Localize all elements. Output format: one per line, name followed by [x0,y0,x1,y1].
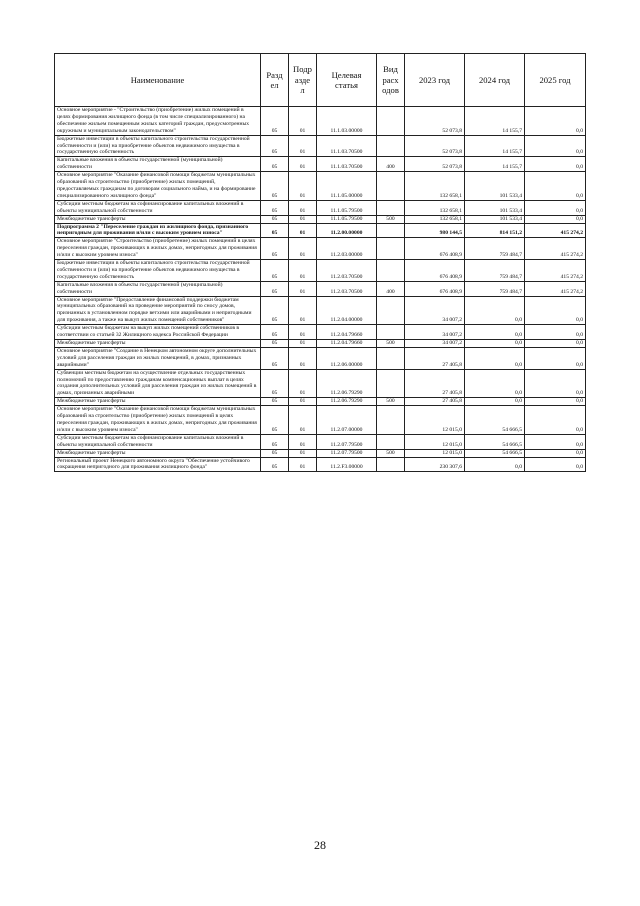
type-cell [377,296,405,325]
amount-2024-cell: 759 484,7 [465,281,525,296]
table-row [55,296,586,325]
type-cell [377,200,405,215]
table-row [55,340,586,348]
type-cell [377,260,405,282]
amount-2024-cell: 759 484,7 [465,260,525,282]
target-cell: 11.2.03.00000 [317,238,377,260]
type-cell [377,325,405,340]
amount-2025-cell: 0,0 [525,434,586,449]
podrazdel-cell: 01 [289,369,317,398]
name-cell: Бюджетные инвестиции в объекты капитального строительства государственной собственности и (или) на приобретение объектов недвижимого имущества в государственную собственность [55,260,261,282]
amount-2023-cell: 12 015,0 [405,449,465,457]
amount-2024-cell: 0,0 [465,398,525,406]
podrazdel-cell: 01 [289,406,317,435]
name-cell: Межбюджетные трансферты [55,398,261,406]
table-header-row [55,54,586,107]
name-cell: Основное мероприятие "Строительство (приобретение) жилых помещений в целях переселения граждан, проживающих в жилых домах, непригодных для проживания и/или с высоким уровнем износа" [55,238,261,260]
table-row [55,157,586,172]
amount-2024-cell: 14 155,7 [465,135,525,157]
podrazdel-cell: 01 [289,347,317,369]
amount-2025-cell: 415 274,2 [525,260,586,282]
razdel-cell: 05 [261,449,289,457]
table-row [55,449,586,457]
amount-2024-cell: 54 666,5 [465,449,525,457]
amount-2024-cell: 0,0 [465,457,525,472]
podrazdel-cell: 01 [289,200,317,215]
type-cell [377,223,405,238]
razdel-cell: 05 [261,325,289,340]
name-cell: Субсидии местным бюджетам на софинансирование капитальных вложений в объекты муниципальной собственности [55,200,261,215]
header-2025: 2025 год [525,54,586,107]
name-cell: Региональный проект Ненецкого автономного округа "Обеспечение устойчивого сокращения непригодного для проживания жилищного фонда" [55,457,261,472]
target-cell: 11.2.00.00000 [317,223,377,238]
podrazdel-cell: 01 [289,107,317,136]
name-cell: Межбюджетные трансферты [55,449,261,457]
table-row [55,281,586,296]
amount-2025-cell: 0,0 [525,296,586,325]
amount-2025-cell: 0,0 [525,135,586,157]
razdel-cell: 05 [261,340,289,348]
header-2024: 2024 год [465,54,525,107]
type-cell [377,369,405,398]
target-cell: 11.1.03.00000 [317,107,377,136]
amount-2025-cell: 0,0 [525,457,586,472]
amount-2025-cell: 0,0 [525,369,586,398]
type-cell: 500 [377,449,405,457]
type-cell: 500 [377,340,405,348]
name-cell: Основное мероприятие "Оказание финансовой помощи бюджетам муниципальных образований на строительство (приобретение) жилых помещений, предоставляемых гражданам по договорам социального найма, и на формирование специализированного жилищного фонда" [55,172,261,201]
razdel-cell: 05 [261,457,289,472]
amount-2023-cell: 34 007,2 [405,340,465,348]
target-cell: 11.1.03.70500 [317,157,377,172]
target-cell: 11.1.05.79500 [317,200,377,215]
type-cell [377,238,405,260]
amount-2025-cell: 0,0 [525,200,586,215]
type-cell [377,172,405,201]
table-row [55,107,586,136]
type-cell: 400 [377,157,405,172]
name-cell: Субвенции местным бюджетам на осуществление отдельных государственных полномочий по предоставлению гражданам компенсационных выплат в целях создания дополнительных условий для расселения граждан из жилых помещений в домах, признанных аварийными [55,369,261,398]
amount-2025-cell: 0,0 [525,449,586,457]
target-cell: 11.2.04.00000 [317,296,377,325]
podrazdel-cell: 01 [289,449,317,457]
name-cell: Основное мероприятие "Оказание финансовой помощи бюджетам муниципальных образований на строительство (приобретение) жилых помещений в целях переселения граждан, проживающих в жилых домах, непригодных для проживания и/или с высоким уровнем износа" [55,406,261,435]
name-cell: Основное мероприятие - "Строительство (приобретение) жилых помещений в целях формирования жилищного фонда (в том числе специализированного) на обеспечение жильем помещенным жилых категорий граждан, предусмотренных окружным и муниципальным законодательством" [55,107,261,136]
amount-2023-cell: 27 405,8 [405,347,465,369]
razdel-cell: 05 [261,135,289,157]
razdel-cell: 05 [261,347,289,369]
page-number: 28 [314,838,326,852]
target-cell: 11.1.03.70500 [317,135,377,157]
table-row [55,172,586,201]
amount-2023-cell: 12 015,0 [405,434,465,449]
amount-2023-cell: 132 658,1 [405,215,465,223]
amount-2023-cell: 676 408,9 [405,281,465,296]
table-row [55,325,586,340]
table-row [55,223,586,238]
amount-2023-cell: 676 408,9 [405,260,465,282]
name-cell: Субсидии местным бюджетам на софинансирование капитальных вложений в объекты муниципальной собственности [55,434,261,449]
table-row [55,434,586,449]
amount-2025-cell: 0,0 [525,107,586,136]
razdel-cell: 05 [261,406,289,435]
table-row [55,406,586,435]
target-cell: 11.2.03.70500 [317,281,377,296]
target-cell: 11.2.07.79500 [317,449,377,457]
amount-2024-cell: 101 533,4 [465,172,525,201]
target-cell: 11.2.07.00000 [317,406,377,435]
amount-2025-cell: 0,0 [525,406,586,435]
amount-2024-cell: 0,0 [465,340,525,348]
header-podrazdel: Подр азде л [289,54,317,107]
target-cell: 11.2.03.70500 [317,260,377,282]
amount-2025-cell: 0,0 [525,157,586,172]
podrazdel-cell: 01 [289,223,317,238]
amount-2023-cell: 12 015,0 [405,406,465,435]
amount-2024-cell: 814 151,2 [465,223,525,238]
amount-2025-cell: 0,0 [525,325,586,340]
target-cell: 11.2.04.79660 [317,325,377,340]
amount-2024-cell: 101 533,4 [465,200,525,215]
table-row [55,135,586,157]
podrazdel-cell: 01 [289,157,317,172]
name-cell: Бюджетные инвестиции в объекты капитального строительства государственной собственности и (или) на приобретение объектов недвижимого имущества в государственную собственность [55,135,261,157]
amount-2023-cell: 980 144,5 [405,223,465,238]
type-cell [377,347,405,369]
target-cell: 11.2.07.79500 [317,434,377,449]
amount-2024-cell: 0,0 [465,325,525,340]
razdel-cell: 05 [261,215,289,223]
podrazdel-cell: 01 [289,398,317,406]
amount-2024-cell: 14 155,7 [465,157,525,172]
razdel-cell: 05 [261,296,289,325]
table-row [55,215,586,223]
amount-2025-cell: 415 274,2 [525,238,586,260]
podrazdel-cell: 01 [289,340,317,348]
podrazdel-cell: 01 [289,135,317,157]
header-target: Целевая статья [317,54,377,107]
amount-2024-cell: 14 155,7 [465,107,525,136]
amount-2023-cell: 27 405,8 [405,398,465,406]
target-cell: 11.2.06.00000 [317,347,377,369]
table-row [55,200,586,215]
header-razdel: Разд ел [261,54,289,107]
target-cell: 11.2.F3.00000 [317,457,377,472]
amount-2025-cell: 0,0 [525,347,586,369]
header-type: Вид расх одов [377,54,405,107]
table-row [55,457,586,472]
table-row [55,238,586,260]
name-cell: Основное мероприятие "Предоставление финансовой поддержки бюджетам муниципальных образований на проведение мероприятий по сносу домов, признанных в установленном порядке ветхими или аварийными и непригодными для проживания, а также на выкуп жилых помещений собственников" [55,296,261,325]
amount-2025-cell: 0,0 [525,340,586,348]
amount-2023-cell: 52 073,8 [405,157,465,172]
amount-2025-cell: 415 274,2 [525,223,586,238]
podrazdel-cell: 01 [289,238,317,260]
type-cell [377,107,405,136]
type-cell: 500 [377,215,405,223]
target-cell: 11.2.04.79660 [317,340,377,348]
amount-2024-cell: 759 484,7 [465,238,525,260]
razdel-cell: 05 [261,434,289,449]
amount-2023-cell: 34 007,2 [405,296,465,325]
podrazdel-cell: 01 [289,215,317,223]
table-body [55,107,586,472]
name-cell: Основное мероприятие "Создание в Ненецком автономном округе дополнительных условий для расселения граждан из жилых помещений, в домах, признанных аварийными" [55,347,261,369]
type-cell: 400 [377,281,405,296]
table-row [55,260,586,282]
amount-2023-cell: 132 658,1 [405,172,465,201]
razdel-cell: 05 [261,260,289,282]
target-cell: 11.1.05.79500 [317,215,377,223]
name-cell: Межбюджетные трансферты [55,215,261,223]
podrazdel-cell: 01 [289,260,317,282]
amount-2023-cell: 34 007,2 [405,325,465,340]
name-cell: Подпрограмма 2 "Переселение граждан из жилищного фонда, признанного непригодным для проживания и/или с высоким уровнем износа" [55,223,261,238]
table-row [55,398,586,406]
amount-2023-cell: 52 073,8 [405,107,465,136]
amount-2024-cell: 54 666,5 [465,434,525,449]
razdel-cell: 05 [261,238,289,260]
header-2023: 2023 год [405,54,465,107]
razdel-cell: 05 [261,223,289,238]
table-row [55,369,586,398]
amount-2025-cell: 0,0 [525,172,586,201]
amount-2025-cell: 0,0 [525,215,586,223]
type-cell [377,457,405,472]
target-cell: 11.1.05.00000 [317,172,377,201]
podrazdel-cell: 01 [289,325,317,340]
budget-table [54,53,586,472]
amount-2024-cell: 0,0 [465,369,525,398]
podrazdel-cell: 01 [289,434,317,449]
amount-2024-cell: 101 533,4 [465,215,525,223]
razdel-cell: 05 [261,200,289,215]
razdel-cell: 05 [261,398,289,406]
table-row [55,347,586,369]
razdel-cell: 05 [261,107,289,136]
type-cell [377,406,405,435]
amount-2024-cell: 0,0 [465,296,525,325]
type-cell: 500 [377,398,405,406]
amount-2025-cell: 0,0 [525,398,586,406]
type-cell [377,135,405,157]
razdel-cell: 05 [261,281,289,296]
amount-2023-cell: 132 658,1 [405,200,465,215]
name-cell: Субсидии местным бюджетам на выкуп жилых помещений собственников в соответствии со статьей 32 Жилищного кодекса Российской Федерации [55,325,261,340]
podrazdel-cell: 01 [289,281,317,296]
razdel-cell: 05 [261,157,289,172]
podrazdel-cell: 01 [289,296,317,325]
amount-2024-cell: 0,0 [465,347,525,369]
type-cell [377,434,405,449]
name-cell: Межбюджетные трансферты [55,340,261,348]
podrazdel-cell: 01 [289,172,317,201]
podrazdel-cell: 01 [289,457,317,472]
amount-2023-cell: 676 408,9 [405,238,465,260]
amount-2023-cell: 27 405,8 [405,369,465,398]
name-cell: Капитальные вложения в объекты государственной (муниципальной) собственности [55,157,261,172]
amount-2025-cell: 415 274,2 [525,281,586,296]
target-cell: 11.2.06.79290 [317,398,377,406]
razdel-cell: 05 [261,369,289,398]
amount-2024-cell: 54 666,5 [465,406,525,435]
razdel-cell: 05 [261,172,289,201]
amount-2023-cell: 230 307,6 [405,457,465,472]
name-cell: Капитальные вложения в объекты государственной (муниципальной) собственности [55,281,261,296]
header-name: Наименование [55,54,261,107]
target-cell: 11.2.06.79290 [317,369,377,398]
amount-2023-cell: 52 073,8 [405,135,465,157]
